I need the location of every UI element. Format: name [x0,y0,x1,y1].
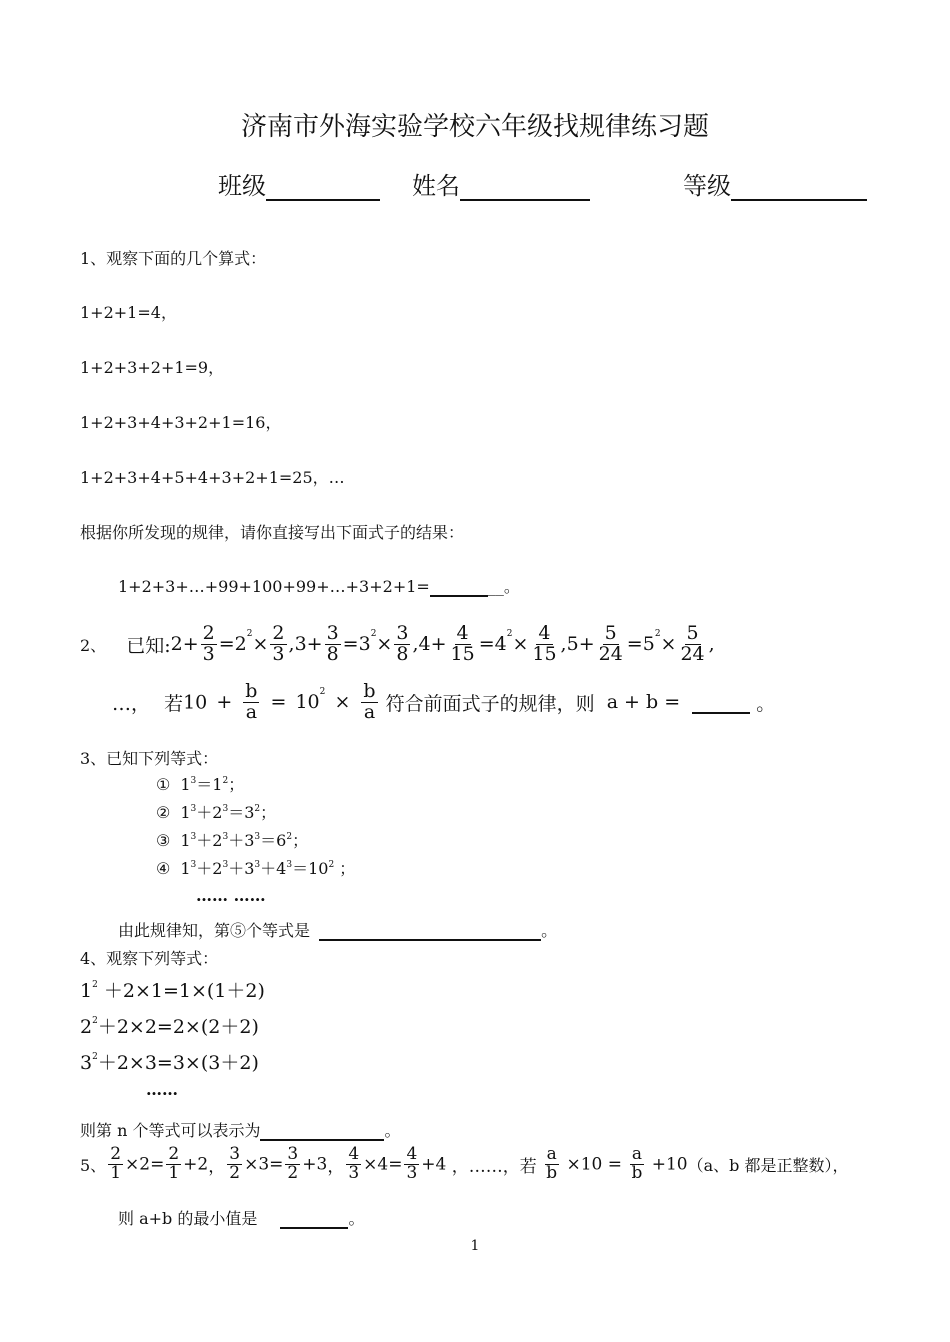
q2-plus: + [216,691,233,714]
q2-line-1 [80,624,715,665]
q2-case-3-frac2-num: 4 [538,622,551,644]
q5-case-2-plus: + [302,1154,317,1175]
q3-item-3-base-4: 3 [244,831,255,850]
q3-item-3-op-5: ＝ [260,831,277,850]
q2-line-2 [112,682,775,723]
q5-case-1-eq: = [150,1154,165,1175]
q4-line-3-base: 3 [80,1052,93,1074]
q3-item-4-exp-8: 2 [328,860,335,870]
q5-case-3-frac2 [404,1146,419,1183]
q3-item-1-base-2: 1 [212,775,223,794]
q5-dots: ，……，若 [451,1156,537,1177]
q2-case-1-frac-num: 2 [202,622,215,644]
q2-case-2-plus: + [306,633,323,656]
q2-case-4-frac2-num: 5 [686,622,699,644]
q5-case-3-frac-num: 4 [348,1144,360,1164]
q5-case-2-times: × [244,1154,259,1175]
q4-line-1-rest: ＋2×1=1×(1＋2) [97,980,265,1002]
q5-eq: = [607,1154,623,1175]
q1-intro: 1、观察下面的几个算式： [80,249,267,268]
q2-case-2-whole: 3 [294,633,307,656]
name-label: 姓名 [412,172,460,200]
q2-case-1-eq: = [218,633,235,656]
q3-intro: 3、已知下列等式： [80,749,219,768]
q4-line-1-exp: 2 [92,980,98,990]
q3-item-4-base-6: 4 [276,859,287,878]
q5-case-1-k: 2 [139,1154,151,1175]
grade-field [683,166,867,201]
q2-case-1-square [234,629,253,656]
q2-dots: …， [112,692,151,715]
q5-case-3-times: × [363,1154,378,1175]
q3-item-4-base-2: 2 [212,859,223,878]
q1-answer-blank[interactable] [430,579,488,597]
q2-ten-sq [295,687,326,714]
q3-answer-blank[interactable] [319,921,541,941]
q5-case-2-frac2-den: 2 [287,1162,299,1183]
q5-case-3-frac [346,1146,361,1183]
q2-case-4-square [642,629,661,656]
q3-item-4-exp-2: 3 [222,860,229,870]
q2-case-1-frac2 [270,624,286,665]
q2-case-2-base: 3 [358,633,371,656]
q3-item-4-base-4: 3 [244,859,255,878]
q5-answer-blank[interactable] [280,1211,348,1229]
grade-blank[interactable] [731,171,867,201]
q3-end: 。 [541,921,558,940]
q1-instruction: 根据你所发现的规律，请你直接写出下面式子的结果： [80,523,465,542]
q3-item-2-mark: ② [156,803,171,822]
q3-item-1-exp-2: 2 [222,776,229,786]
q2-case-3-frac2-den: 15 [532,642,557,665]
q2-case-3-square [494,629,513,656]
q5-end: 。 [348,1209,365,1228]
q5-case-3-eq: = [388,1154,403,1175]
q2-case-4-eq: = [626,633,643,656]
q2-case-2-comma: , [412,633,419,656]
q3-item-2-op-1: ＋ [196,803,213,822]
q5-frac-den: b [546,1162,558,1183]
q3-item-3-base-2: 2 [212,831,223,850]
q1-end: 。 [503,577,520,596]
q2-case-2-times: × [376,633,393,656]
q2-case-1-exp: 2 [246,629,253,639]
q3-item-3-exp-0: 3 [190,832,197,842]
q4-nth-line [80,1118,401,1141]
q2-eq: = [270,691,287,714]
q3-item-4-base-0: 1 [180,859,191,878]
q5-case-3-k: 4 [377,1154,389,1175]
q5-times: × [566,1154,581,1175]
q4-line-1-base: 1 [80,980,93,1002]
q5-case-2-k2: 3 [316,1154,328,1175]
q2-frac2-den: a [363,700,376,723]
q5-case-2-frac2-num: 3 [287,1144,299,1164]
q5-case-1-frac2-den: 1 [168,1162,180,1183]
q2-case-2-frac2-den: 8 [396,642,409,665]
q3-conclusion: 由此规律知，第⑤个等式是 [118,921,311,940]
q5-case-1-times: × [125,1154,140,1175]
q1-line-4: 1+2+3+4+5+4+3+2+1=25，… [80,468,345,487]
q5-case-2-sep: ， [327,1156,345,1177]
q5-case-1-plus: + [183,1154,198,1175]
q2-case-2-frac-num: 3 [326,622,339,644]
q2-case-3-frac2 [530,624,558,665]
q2-case-1-times: × [252,633,269,656]
q3-item-1-op-1: ＝ [196,775,213,794]
q2-case-3-eq: = [478,633,495,656]
q2-ten-exp: 2 [319,687,326,697]
q2-case-4-frac2 [678,624,706,665]
q2-case-3-frac [449,624,477,665]
q3-item-3-end: ； [292,831,309,850]
q1-expr-text: 1+2+3+…+99+100+99+…+3+2+1= [118,577,430,596]
q2-case-4-times: × [660,633,677,656]
q2-case-3-whole: 4 [418,633,431,656]
q5-case-1-frac2-num: 2 [168,1144,180,1164]
q5-case-1-sep: ， [208,1156,226,1177]
q5-condition: （a、b 都是正整数）， [687,1155,849,1175]
q2-rule-text: 符合前面式子的规律，则 [385,692,595,715]
q5-line-1 [80,1146,849,1183]
q5-case-1-frac [108,1146,123,1183]
q1-expression [118,574,520,597]
q4-line-2-base: 2 [80,1016,93,1038]
q2-case-4-comma: , [708,633,715,656]
q3-conclusion-line [118,918,557,941]
q3-item-2-base-0: 1 [180,803,191,822]
q5-number: 5、 [80,1155,107,1175]
q3-item-4-end: ； [334,859,356,878]
q2-ten: 10 [183,691,208,714]
q3-item-3-exp-4: 3 [254,832,261,842]
q2-case-1-frac-den: 3 [202,642,215,665]
q4-line-2-exp: 2 [92,1016,98,1026]
q3-item-4-op-3: ＋ [228,859,245,878]
q3-item-1-mark: ① [156,775,171,794]
q5-case-3-plus: + [421,1154,436,1175]
q3-item-3-exp-2: 3 [222,832,229,842]
q5-case-3-frac2-num: 4 [406,1144,418,1164]
q5-case-2-frac-num: 3 [229,1144,241,1164]
q1-line-3: 1+2+3+4+3+2+1=16， [80,413,282,432]
q5-case-2-frac [227,1146,242,1183]
q2-case-4-whole: 5 [566,633,579,656]
q5-case-2-k: 3 [258,1154,270,1175]
q5-case-1-frac-num: 2 [110,1144,122,1164]
q4-line-3-exp: 2 [92,1052,98,1062]
q3-ellipsis: …… …… [196,886,266,905]
q3-item-2-base-4: 3 [244,803,255,822]
q3-item-2 [156,800,276,823]
q3-item-1-end: ； [228,775,245,794]
q2-frac-den: a [245,700,258,723]
q5-case-2-eq: = [269,1154,284,1175]
q5-case-3-frac-den: 3 [348,1162,360,1183]
q3-item-1-exp-0: 3 [190,776,197,786]
q2-case-2-exp: 2 [370,629,377,639]
q2-fraction-ba [243,682,259,723]
q3-item-4 [156,856,355,879]
q4-line-3 [80,1048,259,1075]
q2-case-3-plus: + [430,633,447,656]
q5-ten-2: 10 [665,1154,688,1175]
q5-frac2-num: a [631,1144,642,1164]
q5-case-2-frac2 [285,1146,300,1183]
q3-item-3-base-0: 1 [180,831,191,850]
q2-number: 2、 [80,635,107,655]
q2-fraction-ba-2 [361,682,377,723]
class-label: 班级 [218,172,266,200]
q3-item-1 [156,772,244,795]
q5-case-1-frac-den: 1 [110,1162,122,1183]
q2-frac-num: b [245,680,258,702]
class-blank[interactable] [266,171,380,201]
q4-end: 。 [384,1121,401,1140]
q2-case-2-frac2-num: 3 [396,622,409,644]
q5-frac2-den: b [631,1162,643,1183]
q2-case-1-comma: , [288,633,295,656]
page-number: 1 [470,1238,480,1254]
q2-case-2-frac2 [394,624,410,665]
q4-nth: 则第 n 个等式可以表示为 [80,1121,261,1140]
q5-frac-num: a [546,1144,557,1164]
q2-end: 。 [756,692,776,715]
q5-case-1-frac2 [166,1146,181,1183]
q2-case-2-frac-den: 8 [326,642,339,665]
q3-item-4-exp-4: 3 [254,860,261,870]
q3-item-3-exp-6: 2 [286,832,293,842]
q2-case-4-plus: + [578,633,595,656]
q3-item-4-exp-0: 3 [190,860,197,870]
q2-cases [170,622,715,665]
q3-item-4-exp-6: 3 [286,860,293,870]
q4-ellipsis: …… [146,1080,178,1099]
q2-case-2-eq: = [342,633,359,656]
q4-line-1 [80,976,265,1003]
q3-item-1-base-0: 1 [180,775,191,794]
q2-case-4-frac-den: 24 [598,642,623,665]
q5-case-2-frac-den: 2 [229,1162,241,1183]
q2-case-2-square [358,629,377,656]
class-field [218,166,380,201]
q3-item-4-op-5: ＋ [260,859,277,878]
q3-item-4-op-1: ＋ [196,859,213,878]
q2-answer-blank[interactable] [692,690,750,714]
q3-item-4-op-7: ＝ [292,859,309,878]
q2-if: 若 [164,692,184,715]
q4-intro: 4、观察下列等式： [80,949,219,968]
q2-case-3-exp: 2 [506,629,513,639]
q5-ten: 10 [580,1154,603,1175]
q3-item-2-end: ； [260,803,277,822]
q2-case-1-base: 2 [234,633,247,656]
q4-line-2-rest: ＋2×2=2×(2＋2) [97,1016,259,1038]
q5-case-3-frac2-den: 3 [406,1162,418,1183]
q2-case-4-frac-num: 5 [604,622,617,644]
q2-case-3-times: × [512,633,529,656]
q5-case-1-k2: 2 [197,1154,209,1175]
q2-case-4-exp: 2 [654,629,661,639]
q2-times: × [334,691,351,714]
q3-item-3 [156,828,308,851]
q4-line-2 [80,1012,259,1039]
q2-frac2-num: b [363,680,376,702]
q2-case-1-frac2-den: 3 [272,642,285,665]
q2-case-3-comma: , [560,633,567,656]
q5-min-text: 则 a+b 的最小值是 [118,1209,258,1228]
q2-case-4-frac [597,624,625,665]
q3-item-2-exp-4: 2 [254,804,261,814]
q3-item-2-exp-0: 3 [190,804,197,814]
q3-item-4-mark: ④ [156,859,171,878]
q5-plus: + [651,1154,666,1175]
q3-item-2-base-2: 2 [212,803,223,822]
q2-case-4-frac2-den: 24 [680,642,705,665]
q3-item-2-op-3: ＝ [228,803,245,822]
q2-case-3-frac-num: 4 [456,622,469,644]
q2-case-3-base: 4 [494,633,507,656]
name-field [412,166,590,201]
q2-known: 已知: [126,634,171,657]
q2-case-2-frac [325,624,341,665]
q2-ab: a + b = [606,691,681,714]
q2-case-3-frac-den: 15 [450,642,475,665]
page-title: 济南市外海实验学校六年级找规律练习题 [240,112,709,142]
q1-line-2: 1+2+3+2+1=9， [80,358,225,377]
q4-line-3-rest: ＋2×3=3×(3＋2) [97,1052,259,1074]
name-blank[interactable] [460,171,590,201]
q3-item-3-base-6: 6 [276,831,287,850]
q2-case-1-whole: 2 [170,633,183,656]
q4-answer-blank[interactable] [260,1121,384,1141]
q2-ten-base: 10 [295,691,320,714]
q5-line-2 [118,1206,364,1229]
q2-case-1-frac2-num: 2 [272,622,285,644]
q5-fraction-ab [544,1146,559,1183]
q3-item-4-base-8: 10 [308,859,329,878]
q2-case-1-plus: + [182,633,199,656]
q5-fraction-ab-2 [629,1146,644,1183]
q3-item-2-exp-2: 3 [222,804,229,814]
q3-item-3-mark: ③ [156,831,171,850]
q3-item-3-op-1: ＋ [196,831,213,850]
q3-item-3-op-3: ＋ [228,831,245,850]
grade-label: 等级 [683,172,731,200]
q5-case-3-k2: 4 [435,1154,447,1175]
q1-line-1: 1+2+1=4， [80,303,177,322]
q5-cases [106,1144,447,1183]
q2-case-4-base: 5 [642,633,655,656]
q2-case-1-frac [201,624,217,665]
q1-blank-tail: __ [487,577,504,596]
